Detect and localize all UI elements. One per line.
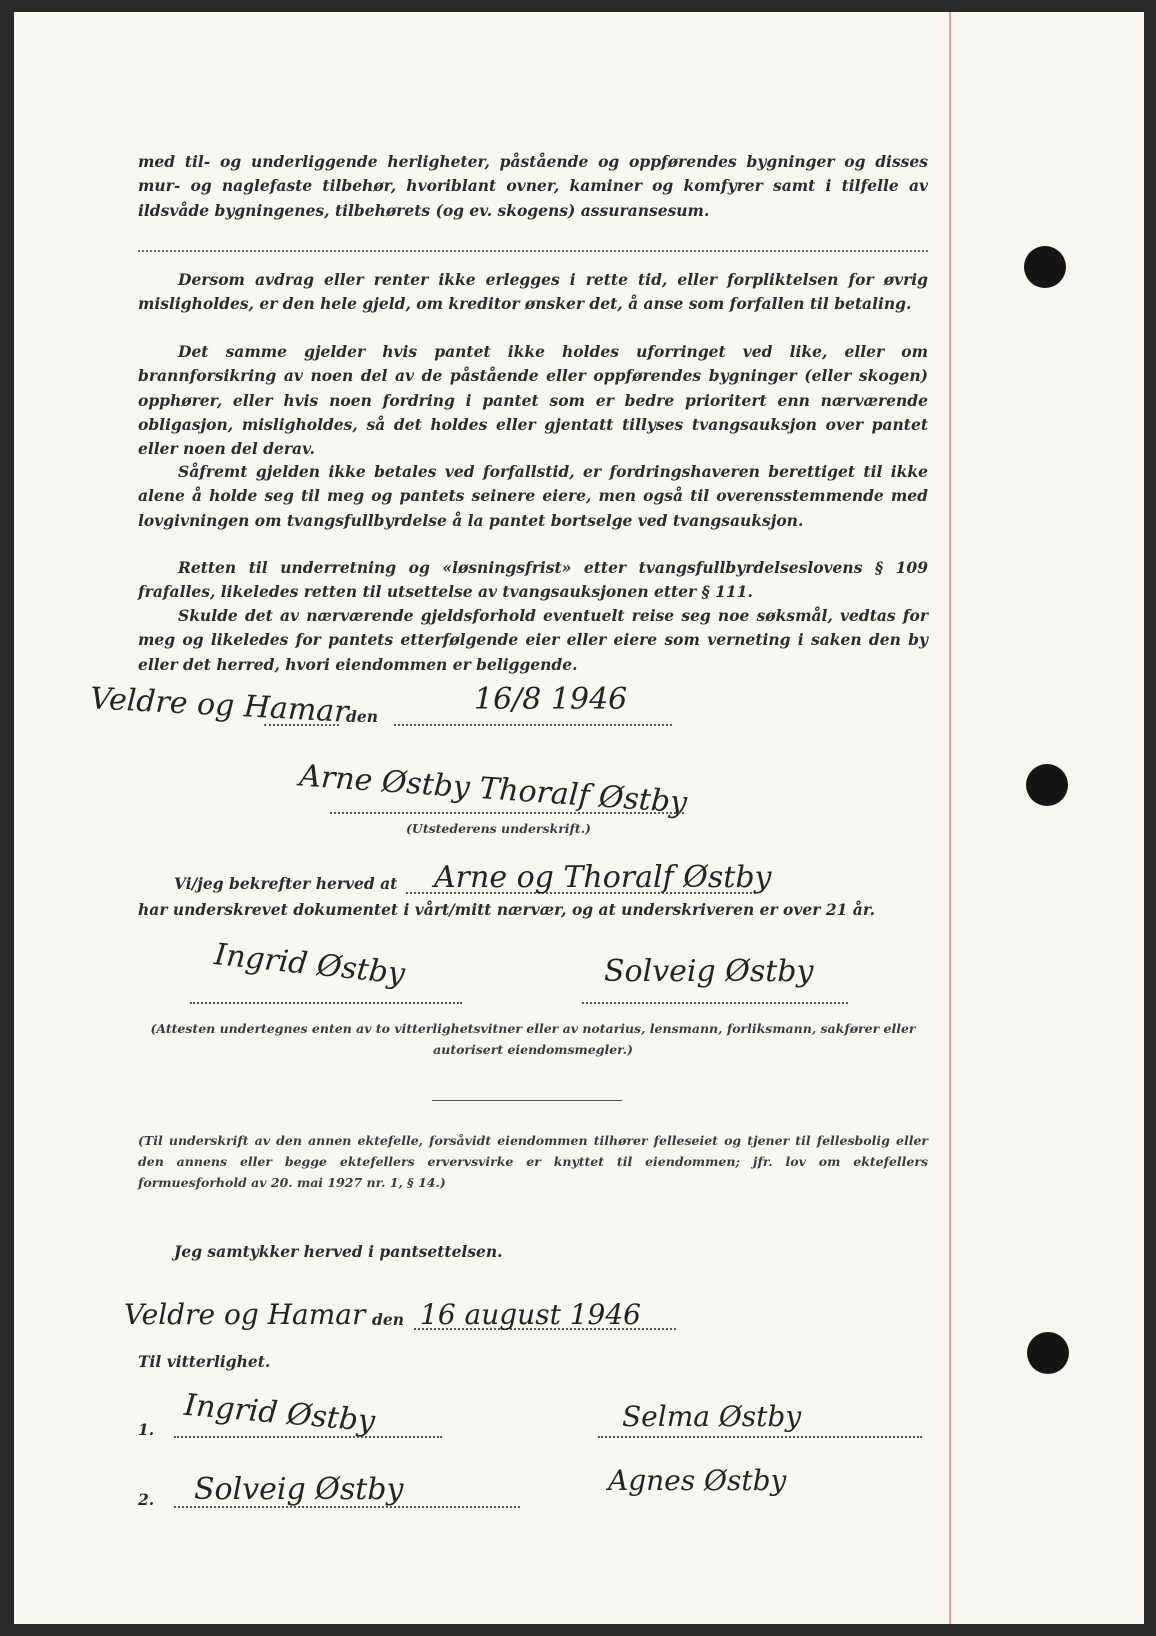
- confirm-suffix: har underskrevet dokumentet i vårt/mitt nærvær, og at underskriveren er over 21 år.: [138, 900, 875, 919]
- red-margin-line: [949, 12, 951, 1624]
- paragraph-property-description: med til- og underliggende herligheter, påstående og oppførendes bygninger og disses mur- og naglefaste tilbehør, hvoriblant ovner, kaminer og komfyrer samt i tilfelle av ildsvåde bygningenes, tilbehørets (og ev. skogens) assuransesum.: [138, 152, 928, 220]
- dotted-line: [174, 1506, 520, 1508]
- dotted-line: [264, 724, 339, 726]
- witness-1-handwritten: Ingrid Østby: [212, 937, 407, 992]
- issuer-signature-caption: (Utstederens underskrift.): [406, 821, 591, 836]
- witness-row-1-right-handwritten: Selma Østby: [622, 1400, 802, 1433]
- place-handwritten: Veldre og Hamar: [89, 681, 350, 730]
- issuer-signatures-handwritten: Arne Østby Thoralf Østby: [298, 758, 689, 821]
- date-handwritten: 16/8 1946: [474, 682, 628, 717]
- document-page: [14, 12, 1144, 1624]
- dotted-line: [190, 1002, 462, 1004]
- witness-2-handwritten: Solveig Østby: [604, 954, 814, 989]
- attest-note: (Attesten undertegnes enten av to vitterlighetsvitner eller av notarius, lensmann, forliksmann, sakfører eller autorisert eiendomsmegler.): [150, 1021, 916, 1057]
- witness-label: Til vitterlighet.: [138, 1352, 271, 1371]
- paragraph-redemption-clause: Retten til underretning og «løsningsfrist» etter tvangsfullbyrdelseslovens § 109 frafalles, likeledes retten til utsettelse av tvangsauksjonen etter § 111.: [138, 558, 928, 602]
- witness-row-2-right-handwritten: Agnes Østby: [608, 1464, 787, 1497]
- witness-row-2-number: 2.: [138, 1490, 155, 1509]
- confirm-names-handwritten: Arne og Thoralf Østby: [434, 860, 772, 895]
- witness-row-2-left-handwritten: Solveig Østby: [194, 1472, 404, 1507]
- punch-hole-icon: [1026, 764, 1068, 806]
- paragraph-default-clause: Dersom avdrag eller renter ikke erlegges i rette tid, eller forpliktelsen for øvrig misligholdes, er den hele gjeld, om kreditor ønsker det, å anse som forfallen til betaling.: [138, 270, 928, 314]
- punch-hole-icon: [1024, 246, 1066, 288]
- dotted-line: [174, 1436, 442, 1438]
- paragraph-enforcement-clause: Såfremt gjelden ikke betales ved forfallstid, er fordringshaveren berettiget til ikke alene å holde seg til meg og pantets seinere eiere, men også til overensstemmende med lovgivningen om tvangsfullbyrdelse å la pantet bortselge ved tvangsauksjon.: [138, 462, 928, 530]
- punch-hole-icon: [1027, 1332, 1069, 1374]
- dotted-line: [330, 812, 684, 814]
- witness-row-1-number: 1.: [138, 1420, 155, 1439]
- consent-den-label: den: [372, 1310, 404, 1329]
- spouse-note: (Til underskrift av den annen ektefelle, forsåvidt eiendommen tilhører felleseiet og tjener til fellesbolig eller den annens eller begge ektefellers ervervsvirke er knyttet til eiendommen; jfr. lov om ektefellers formuesforhold av 20. mai 1927 nr. 1, § 14.): [138, 1133, 928, 1190]
- consent-place-handwritten: Veldre og Hamar: [124, 1298, 366, 1331]
- paragraph-insurance-clause: Det samme gjelder hvis pantet ikke holdes uforringet ved like, eller om brannforsikring av noen del av de påstående eller oppførendes bygninger (eller skogen) opphører, eller hvis noen fordring i pantet som er bedre prioritert enn nærværende obligasjon, misligholdes, så det holdes eller gjentatt tillyses tvangsauksjon over pantet eller noen del derav.: [138, 342, 928, 459]
- paragraph-venue-clause: Skulde det av nærværende gjeldsforhold eventuelt reise seg noe søksmål, vedtas for meg og likeledes for pantets etterfølgende eier eller eiere som verneting i saken den by eller det herred, hvori eiendommen er beliggende.: [138, 606, 928, 674]
- den-label: den: [346, 707, 378, 726]
- dotted-separator: [138, 250, 928, 252]
- confirm-prefix: Vi/jeg bekrefter herved at: [174, 874, 398, 893]
- dotted-line: [582, 1002, 848, 1004]
- consent-date-handwritten: 16 august 1946: [420, 1298, 641, 1331]
- witness-row-1-left-handwritten: Ingrid Østby: [182, 1387, 377, 1440]
- dotted-line: [598, 1436, 922, 1438]
- consent-text: Jeg samtykker herved i pantsettelsen.: [174, 1242, 503, 1261]
- dotted-line: [394, 724, 672, 726]
- separator-line: [432, 1100, 622, 1101]
